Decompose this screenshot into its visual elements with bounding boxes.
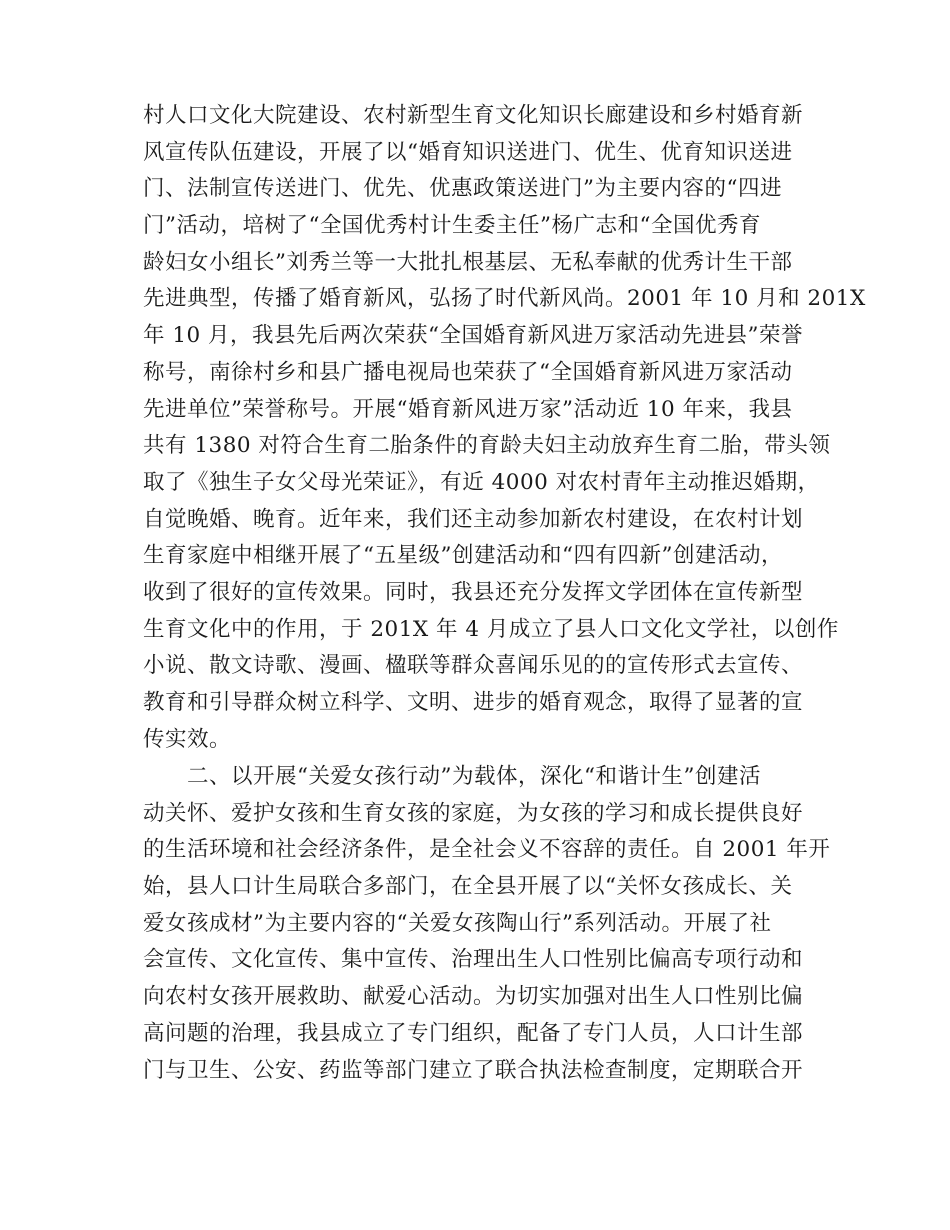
text-line: 龄妇女小组长”刘秀兰等一大批扎根基层、无私奉献的优秀计生干部: [143, 249, 793, 275]
paragraph-continued: [143, 98, 866, 758]
text-line: 先进单位”荣誉称号。开展“婚育新风进万家”活动近 10 年来，我县: [143, 396, 793, 422]
text-line: 教育和引导群众树立科学、文明、进步的婚育观念，取得了显著的宣: [143, 690, 804, 715]
text-line: 共有 1380 对符合生育二胎条件的育龄夫妇主动放弃生育二胎，带头领: [143, 433, 831, 459]
text-line: 生育家庭中相继开展了“五星级”创建活动和“四有四新”创建活动，: [143, 543, 783, 569]
text-line: 动关怀、爱护女孩和生育女孩的家庭，为女孩的学习和成长提供良好: [143, 800, 804, 826]
paragraph-section-two: [143, 759, 831, 1089]
text-line: 取了《独生子女父母光荣证》，有近 4000 对农村青年主动推迟婚期，: [143, 469, 820, 495]
text-line: 称号，南徐村乡和县广播电视局也荣获了“全国婚育新风进万家活动: [143, 359, 793, 385]
text-line: 高问题的治理，我县成立了专门组织，配备了专门人员，人口计生部: [143, 1020, 804, 1046]
text-line: 村人口文化大院建设、农村新型生育文化知识长廊建设和乡村婚育新: [143, 103, 804, 128]
text-line: 先进典型，传播了婚育新风，弘扬了时代新风尚。2001 年 10 月和 201X: [143, 286, 866, 312]
text-line: 年 10 月，我县先后两次荣获“全国婚育新风进万家活动先进县”荣誉: [143, 323, 804, 349]
text-line: 始，县人口计生局联合多部门，在全县开展了以“关怀女孩成长、关: [143, 874, 793, 900]
text-line: 门”活动，培树了“全国优秀村计生委主任”杨广志和“全国优秀育: [143, 213, 761, 239]
text-line: 传实效。: [143, 726, 232, 752]
text-line: 收到了很好的宣传效果。同时，我县还充分发挥文学团体在宣传新型: [143, 579, 804, 605]
text-line: 向农村女孩开展救助、献爱心活动。为切实加强对出生人口性别比偏: [143, 984, 804, 1010]
text-line: 门与卫生、公安、药监等部门建立了联合执法检查制度，定期联合开: [143, 1057, 804, 1083]
text-line: 风宣传队伍建设，开展了以“婚育知识送进门、优生、优育知识送进: [143, 139, 793, 165]
text-line: 小说、散文诗歌、漫画、楹联等群众喜闻乐见的的宣传形式去宣传、: [143, 653, 804, 679]
text-line: 门、法制宣传送进门、优先、优惠政策送进门”为主要内容的“四进: [143, 176, 782, 202]
text-line: 生育文化中的作用，于 201X 年 4 月成立了县人口文化文学社，以创作: [143, 616, 839, 642]
text-line: 爱女孩成材”为主要内容的“关爱女孩陶山行”系列活动。开展了社: [143, 910, 772, 936]
text-line: 会宣传、文化宣传、集中宣传、治理出生人口性别比偏高专项行动和: [143, 947, 804, 973]
text-line: 自觉晚婚、晚育。近年来，我们还主动参加新农村建设，在农村计划: [143, 506, 804, 532]
text-line: 的生活环境和社会经济条件，是全社会义不容辞的责任。自 2001 年开: [143, 837, 831, 863]
text-line: 二、以开展“关爱女孩行动”为载体，深化“和谐计生”创建活: [143, 764, 761, 789]
